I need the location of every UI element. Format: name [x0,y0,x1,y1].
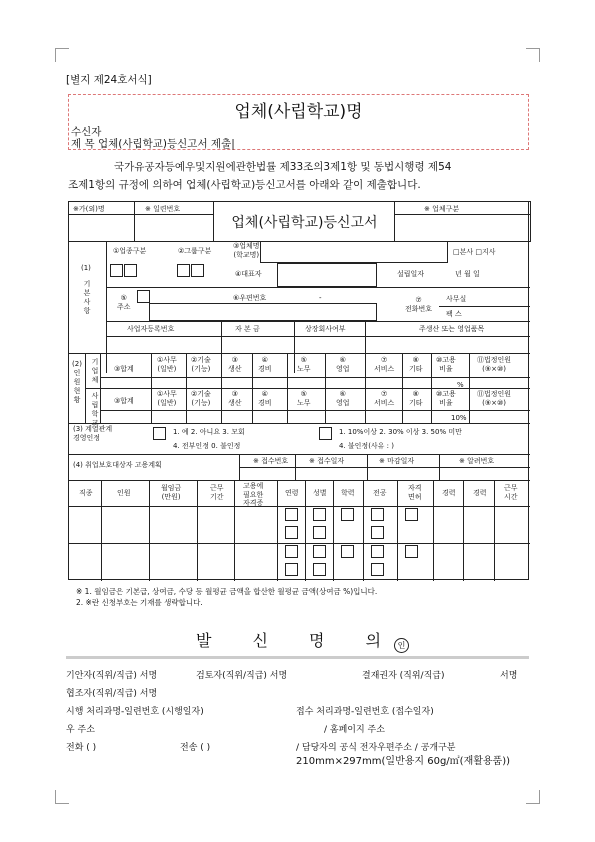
title-block [68,94,529,150]
col-period: 근무 기간 [210,484,224,501]
header-guard: ④ 경비 [258,356,272,373]
address-field[interactable] [149,303,377,321]
page-corner-mark [55,48,69,62]
col-license: 자격 면허 [408,484,422,501]
section-4-label: (4) 취업보호대상자 고용계획 [73,461,162,469]
page-corner-mark [526,790,540,804]
school-header-labor: ⑤ 노무 [297,390,311,407]
business-reg-label: 사업자등록번호 [127,325,175,333]
zip-address-line: 우 주소 [66,725,95,735]
section-3-label: (3) 계열관계 경영인정 [73,425,113,442]
cooperator-line: 협조자(직위/직급) 서명 [66,689,158,699]
approver-sign: 서명 [500,671,518,681]
subject-line[interactable]: 제 목 업체(사립학교)등신고서 제출| [71,138,235,150]
school-header-guard: ④ 경비 [258,390,272,407]
col-shift: 근무 시간 [504,484,518,501]
header-total: ③합계 [114,365,134,373]
head-field[interactable] [134,214,214,242]
address-label: ⑤ 주소 [117,294,131,311]
page-corner-mark [526,48,540,62]
notice-number-label: ※ 알려번호 [459,457,495,465]
col-edu: 학력 [341,489,355,497]
management-options[interactable]: 4. 전부인정 0. 불인정 [173,442,241,450]
plan-code-box[interactable] [285,508,298,521]
plan-code-box[interactable] [313,563,326,576]
header-rate: ⑩고용 비율 [436,356,456,373]
fax-line: 전송 ( ) [180,743,211,753]
plan-code-box[interactable] [341,545,354,558]
section-1-vertical-label: 기본사항 [83,280,91,315]
share-ratio-options[interactable]: 1. 10%이상 2. 30% 이상 3. 50% 미만 [339,428,462,436]
header-office: ①사무 (일반) [157,356,177,373]
approver-line: 결재권자 (직위/직급) [362,671,445,681]
group-type-label: ②그룹구분 [178,247,212,255]
col-people: 인원 [117,489,131,497]
header-production: ③ 생산 [228,356,242,373]
zip-code-label: ⑥우편번호 [233,294,267,302]
head-field[interactable] [394,214,531,242]
header-labor: ⑤ 노무 [297,356,311,373]
email-line: / 담당자의 공식 전자우편주소 / 공개구분 [296,743,456,753]
col-experience: 경력 [473,489,487,497]
established-date-label: 설립일자 [397,270,425,278]
col-sex: 성별 [313,489,327,497]
intro-text-line-2: 조제1항의 규정에 의하여 업체(사립학교)등신고서를 아래와 같이 제출합니다. [68,179,421,191]
deadline-label: ※ 마감일자 [379,457,415,465]
received-number-label: ※ 접수번호 [253,457,289,465]
established-date-value[interactable]: 년 월 일 [455,270,480,278]
seal-mark: 인 [394,638,409,653]
homepage-line: / 홈페이지 주소 [324,725,385,735]
listed-company-label: 상장회사여부 [305,325,346,333]
col-age: 연령 [285,489,299,497]
plan-code-box[interactable] [313,508,326,521]
form-title: 업체(사립학교)등신고서 [231,215,378,231]
page-corner-mark [55,790,69,804]
share-ratio-reason[interactable]: 4. 불인정(사유 : ) [339,442,394,450]
col-cert: 고용에 필요한 자격증 [243,482,264,507]
industry-code-box[interactable] [110,264,123,277]
capital-label: 자 본 금 [235,325,260,333]
school-row-label: 사립학교 [91,392,99,427]
plan-code-box[interactable] [313,545,326,558]
section-1-number: (1) [81,264,91,272]
school-header-total: ③합계 [114,397,134,405]
note-line-1: ※ 1. 월임금은 기본급, 상여금, 수당 등 월평균 금액을 합산한 월평균 금액(상여금 %)입니다. [76,587,378,596]
form-number: [별지 제24호서식] [66,74,152,86]
address-code-box[interactable] [137,290,150,303]
industry-code-box[interactable] [124,264,137,277]
company-name-field[interactable] [260,241,448,263]
drafter-line: 기안자(직위/직급) 서명 [66,671,158,681]
header-tech: ②기술 (기능) [191,356,211,373]
plan-code-box[interactable] [371,563,384,576]
hq-branch-checkbox[interactable]: □본사 □지사 [453,248,496,256]
recipient-label[interactable]: 수신자 [71,126,102,138]
phone-label: ⑦ 전화번호 [405,296,433,313]
col-job: 직종 [79,489,93,497]
representative-field[interactable] [277,263,377,287]
header-etc: ⑧ 기타 [409,356,423,373]
head-cell [394,201,531,215]
school-header-office: ①사무 (일반) [157,390,177,407]
school-rate-ten-percent: 10% [451,414,467,422]
school-header-tech: ②기술 (기능) [191,390,211,407]
section-2-label: (2) 인원현황 [72,360,82,404]
plan-code-box[interactable] [371,508,384,521]
plan-code-box[interactable] [405,545,418,558]
plan-code-box[interactable] [285,545,298,558]
company-rate-percent: % [457,381,464,389]
document-title[interactable]: 업체(사립학교)명 [234,102,363,122]
plan-code-box[interactable] [371,526,384,539]
school-header-legal-count: ⑪법정인원 (⑨×⑩) [477,390,512,407]
affiliate-code-box[interactable] [153,427,166,440]
col-career: 경력 [442,489,456,497]
school-header-production: ③ 생산 [228,390,242,407]
head-field[interactable] [68,214,135,242]
head-serial-label: ※ 일련번호 [145,205,181,213]
received-date-label: ※ 접수일자 [309,457,345,465]
col-major: 전공 [373,489,387,497]
industry-type-label: ①업종구분 [113,247,147,255]
header-legal-count: ⑪법정인원 (⑨×⑩) [477,356,512,373]
fax-label: 팩 스 [446,310,462,318]
registration-form [68,201,529,580]
paper-spec: 210mm×297mm(일반용지 60g/㎡(재활용품)) [296,756,511,767]
receive-line: 접수 처리과명-일련번호 (접수일자) [296,707,434,717]
plan-code-box[interactable] [285,563,298,576]
note-line-2: 2. ※란 신청부호는 기재를 생략합니다. [76,598,203,607]
office-phone-label: 사무실 [446,295,467,303]
plan-code-box[interactable] [371,545,384,558]
school-header-etc: ⑧ 기타 [409,390,423,407]
group-code-box[interactable] [191,264,204,277]
plan-code-box[interactable] [405,508,418,521]
plan-code-box[interactable] [313,526,326,539]
group-code-box[interactable] [177,264,190,277]
company-name-label: ③업체명 (학교명) [233,242,260,259]
plan-code-box[interactable] [341,508,354,521]
main-products-label: 주생산 또는 영업품목 [419,325,485,333]
share-code-box[interactable] [319,427,332,440]
affiliate-options[interactable]: 1. 예 2. 아니요 3. 모회 [173,428,245,436]
enforce-line: 시행 처리과명-일련번호 (시행일자) [66,707,204,717]
zip-code-dash: - [319,294,322,302]
school-header-rate: ⑩고용 비율 [436,390,456,407]
intro-text-line-1: 국가유공자등예우및지원에관한법률 제33조의3제1항 및 동법시행령 제54 [114,161,452,173]
phone-line: 전화 ( ) [66,743,97,753]
head-ga-label: ※가(외)명 [73,205,105,213]
plan-code-box[interactable] [285,526,298,539]
head-type-label: ※ 업체구분 [424,205,460,213]
header-sales: ⑥ 영업 [336,356,350,373]
separator-bar [66,656,529,659]
reviewer-line: 검토자(직위/직급) 서명 [196,671,288,681]
company-row-label: 기업체 [91,358,99,384]
sender-name: 발 신 명 의 [195,631,400,650]
representative-label: ④대표자 [235,270,262,278]
header-service: ⑦ 서비스 [374,356,395,373]
school-header-service: ⑦ 서비스 [374,390,395,407]
school-header-sales: ⑥ 영업 [336,390,350,407]
col-salary: 월임금 (만원) [161,484,182,501]
